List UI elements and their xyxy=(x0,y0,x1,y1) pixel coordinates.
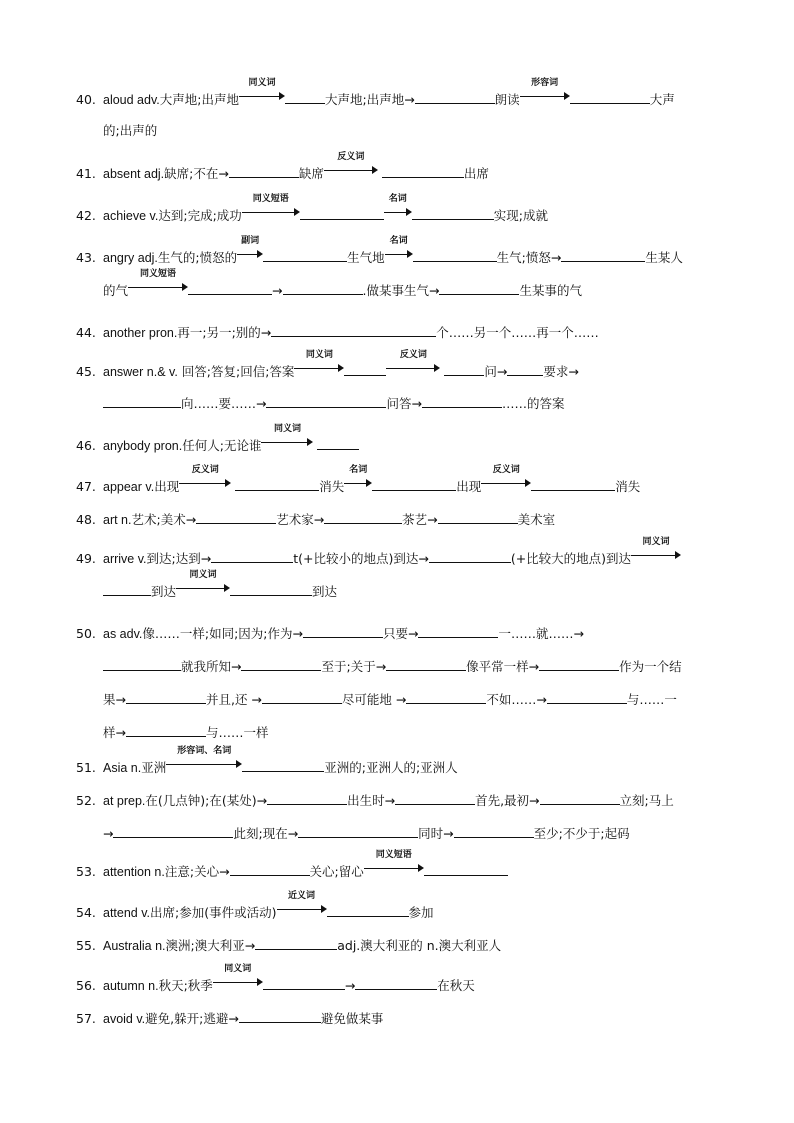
headword: art n. xyxy=(103,513,132,527)
arrow-label: 名词 xyxy=(388,194,407,204)
entry-line xyxy=(103,691,724,708)
arrow-icon xyxy=(386,350,440,376)
arrow-label: 同义词 xyxy=(305,350,333,360)
definition-text: 消失 xyxy=(319,479,345,494)
definition-text: 再一;另一;别的→ xyxy=(177,325,272,340)
entry-line xyxy=(103,570,724,600)
headword: anybody pron. xyxy=(103,439,183,453)
entry-line xyxy=(103,658,724,675)
headword: autumn n. xyxy=(103,979,159,993)
answer-blank[interactable] xyxy=(540,792,620,805)
answer-blank[interactable] xyxy=(547,691,627,704)
definition-text: adj.澳大利亚的 n.澳大利亚人 xyxy=(337,938,502,953)
entry-line xyxy=(76,1010,724,1027)
definition-text: 避免,躲开;逃避→ xyxy=(145,1011,239,1026)
entry-line xyxy=(103,123,724,139)
entry-number: 50. xyxy=(76,626,96,641)
answer-blank[interactable] xyxy=(531,478,615,491)
definition-text: 回答;答复;回信;答案 xyxy=(177,364,295,379)
entry-number: 46. xyxy=(76,438,96,453)
arrow-label: 同义短语 xyxy=(375,850,412,860)
definition-text: 生某人 xyxy=(645,250,683,265)
arrow-icon xyxy=(344,465,372,491)
answer-blank[interactable] xyxy=(298,825,418,838)
arrow-icon xyxy=(324,152,378,178)
answer-blank[interactable] xyxy=(422,395,502,408)
definition-text: 达到;完成;成功 xyxy=(158,208,242,223)
definition-text: 亚洲 xyxy=(141,760,167,775)
entry-number: 41. xyxy=(76,166,96,181)
answer-blank[interactable] xyxy=(211,550,293,563)
answer-blank[interactable] xyxy=(242,759,324,772)
entry-line xyxy=(103,724,724,741)
answer-blank[interactable] xyxy=(235,478,319,491)
arrow-label: 同义短语 xyxy=(252,194,289,204)
entry-line xyxy=(76,152,724,182)
answer-blank[interactable] xyxy=(412,207,494,220)
definition-text: → xyxy=(344,978,356,993)
definition-text: 要求→ xyxy=(543,364,579,379)
arrow-icon xyxy=(128,269,188,295)
definition-text: t(+比较小的地点)到达→ xyxy=(293,551,429,566)
headword: Asia n. xyxy=(103,761,142,775)
definition-text: 至少;不少于;起码 xyxy=(533,826,630,841)
arrow-icon xyxy=(384,194,412,220)
arrow-label: 同义短语 xyxy=(140,269,177,279)
headword: aloud adv. xyxy=(103,93,160,107)
definition-text: 出席 xyxy=(463,166,489,181)
arrow-icon xyxy=(364,850,424,876)
answer-blank[interactable] xyxy=(103,395,181,408)
entry-line xyxy=(76,424,724,454)
answer-blank[interactable] xyxy=(230,863,310,876)
headword: angry adj. xyxy=(103,251,158,265)
answer-blank[interactable] xyxy=(255,937,337,950)
answer-blank[interactable] xyxy=(196,511,276,524)
definition-text: 秋天;秋季 xyxy=(158,978,213,993)
entry-line xyxy=(103,269,724,299)
definition-text: .做某事生气→ xyxy=(362,283,440,298)
arrow-icon xyxy=(166,746,242,772)
answer-blank[interactable] xyxy=(271,324,436,337)
definition-text: 实现;成就 xyxy=(493,208,549,223)
answer-blank[interactable] xyxy=(283,282,363,295)
entry-number: 56. xyxy=(76,978,96,993)
arrow-label: 同义词 xyxy=(224,964,252,974)
definition-text: 在秋天 xyxy=(437,978,475,993)
arrow-icon xyxy=(294,350,344,376)
answer-blank[interactable] xyxy=(344,363,386,376)
definition-text: 的气 xyxy=(103,283,129,298)
arrow-icon xyxy=(277,891,327,917)
definition-text: ……的答案 xyxy=(501,396,565,411)
entry-number: 40. xyxy=(76,92,96,107)
definition-text: 立刻;马上 xyxy=(619,793,674,808)
definition-text: 只要→ xyxy=(382,626,419,641)
definition-text: 生气;愤怒→ xyxy=(496,250,562,265)
headword: arrive v. xyxy=(103,552,147,566)
answer-blank[interactable] xyxy=(570,91,650,104)
entry-number: 49. xyxy=(76,551,96,566)
entry-line xyxy=(76,511,724,528)
definition-text: 出现 xyxy=(456,479,482,494)
arrow-label: 同义词 xyxy=(642,537,670,547)
answer-blank[interactable] xyxy=(418,625,498,638)
arrow-label: 副词 xyxy=(241,236,260,246)
definition-text: 像平常一样→ xyxy=(466,659,540,674)
definition-text: 首先,最初→ xyxy=(475,793,540,808)
definition-text: 到达 xyxy=(151,584,177,599)
answer-blank[interactable] xyxy=(327,904,409,917)
answer-blank[interactable] xyxy=(239,1010,321,1023)
answer-blank[interactable] xyxy=(263,249,347,262)
answer-blank[interactable] xyxy=(444,363,484,376)
entry-number: 48. xyxy=(76,512,96,527)
entry-line xyxy=(76,350,724,380)
definition-text: 艺术;美术→ xyxy=(131,512,197,527)
entry-line xyxy=(76,746,724,776)
definition-text: 与……一样 xyxy=(205,725,269,740)
answer-blank[interactable] xyxy=(241,658,321,671)
answer-blank[interactable] xyxy=(266,395,386,408)
definition-text: 亚洲的;亚洲人的;亚洲人 xyxy=(324,760,458,775)
arrow-icon xyxy=(261,424,313,450)
arrow-label: 名词 xyxy=(389,236,408,246)
entry-line xyxy=(76,78,724,108)
definition-text: 不如……→ xyxy=(486,692,547,707)
definition-text: 茶艺→ xyxy=(402,512,438,527)
arrow-icon xyxy=(631,537,681,563)
definition-text: 参加 xyxy=(408,905,434,920)
entry-line xyxy=(103,825,724,842)
headword: appear v. xyxy=(103,480,155,494)
definition-text: 缺席;不在→ xyxy=(164,166,229,181)
arrow-label: 形容词 xyxy=(531,78,559,88)
definition-text: 朗读 xyxy=(494,92,520,107)
arrow-label: 同义词 xyxy=(189,570,217,580)
answer-blank[interactable] xyxy=(438,511,518,524)
definition-text: 任何人;无论谁 xyxy=(182,438,262,453)
definition-text: 生气地 xyxy=(347,250,385,265)
headword: absent adj. xyxy=(103,167,165,181)
arrow-label: 反义词 xyxy=(191,465,219,475)
definition-text: 在(几点钟);在(某处)→ xyxy=(145,793,268,808)
entry-number: 52. xyxy=(76,793,96,808)
answer-blank[interactable] xyxy=(439,282,519,295)
entry-line xyxy=(76,850,724,880)
entry-line xyxy=(76,891,724,921)
answer-blank[interactable] xyxy=(262,691,342,704)
headword: Australia n. xyxy=(103,939,166,953)
answer-blank[interactable] xyxy=(103,583,151,596)
entry-number: 45. xyxy=(76,364,96,379)
definition-text: 样→ xyxy=(103,725,126,740)
arrow-label: 同义词 xyxy=(248,78,276,88)
definition-text: 至于;关于→ xyxy=(321,659,387,674)
entry-number: 54. xyxy=(76,905,96,920)
definition-text: 缺席 xyxy=(298,166,324,181)
headword: attend v. xyxy=(103,906,151,920)
arrow-label: 反义词 xyxy=(337,152,365,162)
answer-blank[interactable] xyxy=(395,792,475,805)
arrow-icon xyxy=(520,78,570,104)
entry-number: 51. xyxy=(76,760,96,775)
headword: as adv. xyxy=(103,627,143,641)
definition-text: 出现 xyxy=(154,479,180,494)
answer-blank[interactable] xyxy=(386,658,466,671)
entry-line xyxy=(76,625,724,642)
arrow-label: 形容词、名词 xyxy=(177,746,232,756)
definition-text: 大声 xyxy=(649,92,675,107)
arrow-icon xyxy=(239,78,285,104)
definition-text: 作为一个结 xyxy=(619,659,682,674)
arrow-label: 近义词 xyxy=(287,891,315,901)
answer-blank[interactable] xyxy=(300,207,384,220)
answer-blank[interactable] xyxy=(285,91,325,104)
headword: at prep. xyxy=(103,794,146,808)
arrow-icon xyxy=(213,964,263,990)
answer-blank[interactable] xyxy=(454,825,534,838)
entry-line xyxy=(76,194,724,224)
definition-text: 问→ xyxy=(484,364,508,379)
definition-text: 同时→ xyxy=(418,826,454,841)
answer-blank[interactable] xyxy=(355,977,437,990)
definition-text: → xyxy=(103,826,114,841)
entry-number: 47. xyxy=(76,479,96,494)
entry-number: 43. xyxy=(76,250,96,265)
definition-text: 美术室 xyxy=(517,512,556,527)
arrow-icon xyxy=(242,194,300,220)
definition-text: 大声地;出声地→ xyxy=(324,92,415,107)
definition-text: 艺术家→ xyxy=(276,512,325,527)
entry-number: 53. xyxy=(76,864,96,879)
headword: another pron. xyxy=(103,326,178,340)
definition-text: 到达 xyxy=(312,584,338,599)
definition-text: 澳洲;澳大利亚→ xyxy=(165,938,256,953)
entry-line xyxy=(76,937,724,954)
arrow-icon xyxy=(179,465,231,491)
definition-text: 的;出声的 xyxy=(103,123,158,138)
answer-blank[interactable] xyxy=(415,91,495,104)
definition-text: 并且,还 → xyxy=(205,692,262,707)
answer-blank[interactable] xyxy=(126,724,206,737)
definition-text: 生气的;愤怒的 xyxy=(157,250,238,265)
answer-blank[interactable] xyxy=(188,282,272,295)
entry-line xyxy=(76,537,724,567)
definition-text: 就我所知→ xyxy=(181,659,242,674)
definition-text: 大声地;出声地 xyxy=(159,92,239,107)
answer-blank[interactable] xyxy=(229,165,299,178)
answer-blank[interactable] xyxy=(113,825,233,838)
definition-text: 果→ xyxy=(103,692,126,707)
entry-number: 55. xyxy=(76,938,96,953)
entry-line xyxy=(76,792,724,809)
answer-blank[interactable] xyxy=(406,691,486,704)
definition-text: 关心;留心 xyxy=(309,864,364,879)
answer-blank[interactable] xyxy=(382,165,464,178)
definition-text: 消失 xyxy=(615,479,641,494)
answer-blank[interactable] xyxy=(126,691,206,704)
definition-text: 出生时→ xyxy=(347,793,396,808)
definition-text: 一……就……→ xyxy=(498,626,584,641)
definition-text: 出席;参加(事件或活动) xyxy=(150,905,277,920)
answer-blank[interactable] xyxy=(263,977,345,990)
arrow-icon xyxy=(385,236,413,262)
definition-text: 生某事的气 xyxy=(519,283,582,298)
headword: avoid v. xyxy=(103,1012,146,1026)
answer-blank[interactable] xyxy=(103,658,181,671)
entry-number: 42. xyxy=(76,208,96,223)
definition-text: 个……另一个……再一个…… xyxy=(436,325,599,340)
definition-text: 注意;关心→ xyxy=(164,864,230,879)
answer-blank[interactable] xyxy=(372,478,456,491)
entry-line xyxy=(76,324,724,341)
entry-number: 44. xyxy=(76,325,96,340)
arrow-icon xyxy=(176,570,230,596)
definition-text: → xyxy=(272,283,283,298)
answer-blank[interactable] xyxy=(267,792,347,805)
entry-line xyxy=(76,465,724,495)
arrow-label: 同义词 xyxy=(273,424,301,434)
headword: attention n. xyxy=(103,865,165,879)
answer-blank[interactable] xyxy=(230,583,312,596)
answer-blank[interactable] xyxy=(429,550,511,563)
answer-blank[interactable] xyxy=(424,863,508,876)
definition-text: 此刻;现在→ xyxy=(233,826,299,841)
definition-text: 问答→ xyxy=(386,396,422,411)
answer-blank[interactable] xyxy=(303,625,383,638)
answer-blank[interactable] xyxy=(539,658,619,671)
definition-text: 像……一样;如同;因为;作为→ xyxy=(142,626,303,641)
definition-text: 避免做某事 xyxy=(320,1011,384,1026)
entry-line xyxy=(103,395,724,412)
answer-blank[interactable] xyxy=(561,249,645,262)
definition-text: 尽可能地 → xyxy=(341,692,407,707)
answer-blank[interactable] xyxy=(413,249,497,262)
answer-blank[interactable] xyxy=(507,363,543,376)
entry-line xyxy=(76,236,724,266)
entry-line xyxy=(76,964,724,994)
entry-number: 57. xyxy=(76,1011,96,1026)
headword: answer n.& v. xyxy=(103,365,178,379)
definition-text: (+比较大的地点)到达 xyxy=(510,551,632,566)
definition-text: 向……要……→ xyxy=(181,396,267,411)
arrow-label: 反义词 xyxy=(492,465,520,475)
definition-text: 到达;达到→ xyxy=(146,551,212,566)
definition-text: 与……一 xyxy=(626,692,677,707)
arrow-label: 名词 xyxy=(349,465,368,475)
arrow-label: 反义词 xyxy=(399,350,427,360)
answer-blank[interactable] xyxy=(324,511,402,524)
answer-blank[interactable] xyxy=(317,437,359,450)
headword: achieve v. xyxy=(103,209,159,223)
arrow-icon xyxy=(237,236,263,262)
arrow-icon xyxy=(481,465,531,491)
